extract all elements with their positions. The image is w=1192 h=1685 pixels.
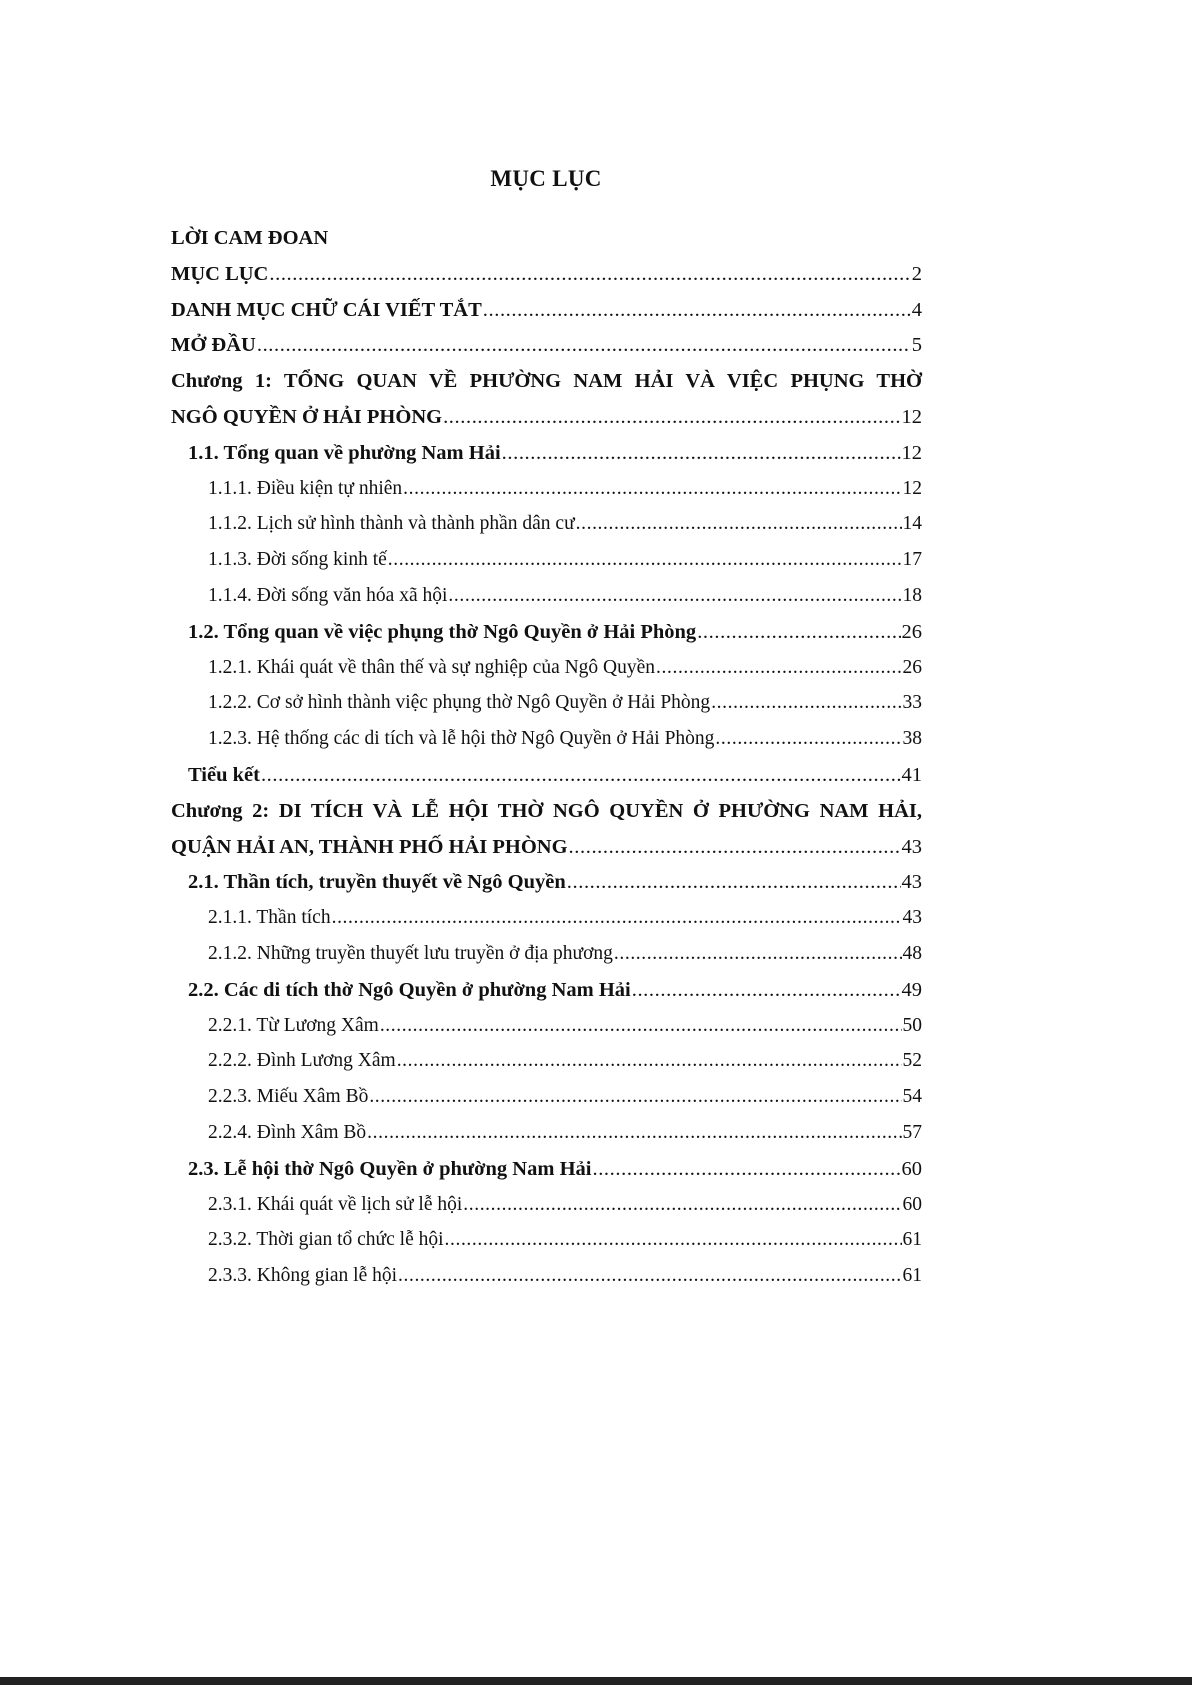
toc-page-number: 38 bbox=[902, 728, 922, 750]
toc-entry-1-2-3[interactable] bbox=[171, 726, 922, 762]
dot-leader bbox=[445, 1227, 902, 1253]
toc-entry-text: 1.1.2. Lịch sử hình thành và thành phần dân cư bbox=[208, 513, 575, 535]
toc-entry-tieu-ket[interactable] bbox=[171, 762, 922, 798]
dot-leader bbox=[448, 583, 901, 609]
dot-leader bbox=[367, 1120, 901, 1146]
toc-page-number: 4 bbox=[911, 298, 922, 321]
dot-leader bbox=[711, 690, 901, 716]
dot-leader bbox=[569, 834, 901, 860]
toc-entry-text: 1.2.2. Cơ sở hình thành việc phụng thờ Ngô Quyền ở Hải Phòng bbox=[208, 692, 711, 714]
toc-entry-text: 2.2.3. Miếu Xâm Bồ bbox=[208, 1086, 369, 1108]
toc-page-number: 26 bbox=[902, 656, 922, 678]
dot-leader bbox=[567, 869, 901, 895]
dot-leader bbox=[369, 1084, 901, 1110]
dot-leader bbox=[332, 905, 902, 931]
dot-leader bbox=[697, 619, 900, 645]
toc-entry-1-2-2[interactable] bbox=[171, 690, 922, 726]
toc-entry-text: DANH MỤC CHỮ CÁI VIẾT TẮT bbox=[171, 298, 482, 321]
toc-page-number: 5 bbox=[911, 334, 922, 357]
dot-leader bbox=[715, 726, 901, 752]
toc-entry-2-1-2[interactable] bbox=[171, 941, 922, 977]
toc-page-number: 41 bbox=[901, 763, 922, 786]
toc-entry-text: 1.1. Tổng quan về phường Nam Hải bbox=[188, 441, 501, 464]
toc-entry-text: 2.3.3. Không gian lễ hội bbox=[208, 1265, 398, 1287]
table-of-contents bbox=[171, 225, 922, 1299]
toc-page-number: 26 bbox=[901, 620, 922, 643]
toc-entry-2-2[interactable] bbox=[171, 977, 922, 1013]
toc-entry-text: Tiểu kết bbox=[188, 763, 260, 786]
toc-entry-text: Chương 2: DI TÍCH VÀ LỄ HỘI THỜ NGÔ QUYỀN Ở PHƯỜNG NAM HẢI, bbox=[171, 799, 922, 822]
toc-page-number: 60 bbox=[902, 1193, 922, 1215]
toc-entry-text: QUẬN HẢI AN, THÀNH PHỐ HẢI PHÒNG bbox=[171, 835, 568, 858]
toc-page-number: 12 bbox=[901, 405, 922, 428]
toc-page-number: 61 bbox=[902, 1229, 922, 1251]
dot-leader bbox=[403, 476, 901, 502]
toc-entry-2-2-3[interactable] bbox=[171, 1084, 922, 1120]
toc-entry-2-3-1[interactable] bbox=[171, 1192, 922, 1228]
toc-entry-text: Chương 1: TỔNG QUAN VỀ PHƯỜNG NAM HẢI VÀ VIỆC PHỤNG THỜ bbox=[171, 370, 922, 393]
toc-entry-2-1[interactable] bbox=[171, 869, 922, 905]
toc-entry-text: 2.2.4. Đình Xâm Bồ bbox=[208, 1121, 367, 1143]
toc-entry-text: NGÔ QUYỀN Ở HẢI PHÒNG bbox=[171, 405, 443, 428]
toc-entry-text: 2.1. Thần tích, truyền thuyết về Ngô Quyền bbox=[188, 871, 566, 894]
dot-leader bbox=[380, 1013, 902, 1039]
toc-entry-1-1-4[interactable] bbox=[171, 583, 922, 619]
dot-leader bbox=[398, 1263, 901, 1289]
toc-entry-text: 1.2.1. Khái quát về thân thế và sự nghiệp của Ngô Quyền bbox=[208, 656, 656, 678]
toc-entry-2-3-3[interactable] bbox=[171, 1263, 922, 1299]
toc-entry-loi-cam-doan[interactable] bbox=[171, 225, 922, 261]
dot-leader bbox=[397, 1048, 902, 1074]
dot-leader bbox=[576, 511, 902, 537]
toc-entry-text: 2.2.2. Đình Lương Xâm bbox=[208, 1050, 396, 1072]
toc-entry-2-1-1[interactable] bbox=[171, 905, 922, 941]
dot-leader bbox=[261, 762, 901, 788]
toc-page-number: 57 bbox=[902, 1121, 922, 1143]
toc-entry-2-3-2[interactable] bbox=[171, 1227, 922, 1263]
toc-entry-text: 2.2. Các di tích thờ Ngô Quyền ở phường Nam Hải bbox=[188, 978, 631, 1001]
toc-entry-1-1-2[interactable] bbox=[171, 511, 922, 547]
toc-page-number: 12 bbox=[902, 477, 922, 499]
toc-page-number: 49 bbox=[901, 978, 922, 1001]
toc-page-number: 33 bbox=[902, 692, 922, 714]
toc-entry-text: 2.2.1. Từ Lương Xâm bbox=[208, 1014, 379, 1036]
toc-page-number: 48 bbox=[902, 942, 922, 964]
toc-entry-text: 1.2. Tổng quan về việc phụng thờ Ngô Quyền ở Hải Phòng bbox=[188, 620, 697, 643]
toc-entry-text: 1.1.3. Đời sống kinh tế bbox=[208, 549, 387, 571]
toc-page-number: 50 bbox=[902, 1014, 922, 1036]
toc-page-number: 2 bbox=[911, 262, 922, 285]
toc-entry-text: 2.3.1. Khái quát về lịch sử lễ hội bbox=[208, 1193, 463, 1215]
toc-entry-chuong-1-line-2[interactable] bbox=[171, 404, 922, 440]
toc-title: MỤC LỤC bbox=[490, 166, 602, 191]
toc-entry-text: 1.1.1. Điều kiện tự nhiên bbox=[208, 477, 403, 499]
toc-page-number: 43 bbox=[902, 907, 922, 929]
toc-entry-muc-luc[interactable] bbox=[171, 261, 922, 297]
toc-entry-text: MỤC LỤC bbox=[171, 262, 269, 285]
toc-entry-text: LỜI CAM ĐOAN bbox=[171, 227, 329, 249]
dot-leader bbox=[592, 1156, 900, 1182]
toc-entry-1-2[interactable] bbox=[171, 619, 922, 655]
dot-leader bbox=[502, 440, 901, 466]
toc-entry-1-1[interactable] bbox=[171, 440, 922, 476]
toc-page-number: 12 bbox=[901, 441, 922, 464]
toc-entry-1-1-3[interactable] bbox=[171, 547, 922, 583]
dot-leader bbox=[257, 332, 911, 358]
toc-entry-text: 1.1.4. Đời sống văn hóa xã hội bbox=[208, 584, 448, 606]
bottom-edge-bar bbox=[0, 1677, 1192, 1685]
dot-leader bbox=[463, 1192, 901, 1218]
toc-entry-text: 2.1.2. Những truyền thuyết lưu truyền ở địa phương bbox=[208, 942, 613, 964]
toc-entry-2-2-1[interactable] bbox=[171, 1013, 922, 1049]
dot-leader bbox=[614, 941, 902, 967]
toc-entry-text: 2.3. Lễ hội thờ Ngô Quyền ở phường Nam Hải bbox=[188, 1157, 592, 1180]
toc-entry-chuong-2-line-1[interactable] bbox=[171, 798, 922, 834]
toc-page-number: 43 bbox=[901, 871, 922, 894]
toc-entry-text: 2.3.2. Thời gian tổ chức lễ hội bbox=[208, 1229, 444, 1251]
dot-leader bbox=[632, 977, 901, 1003]
dot-leader bbox=[388, 547, 902, 573]
toc-entry-2-2-4[interactable] bbox=[171, 1120, 922, 1156]
dot-leader bbox=[269, 261, 910, 287]
toc-page-number: 14 bbox=[902, 513, 922, 535]
toc-page-number: 61 bbox=[902, 1265, 922, 1287]
toc-page-number: 17 bbox=[902, 549, 922, 571]
toc-entry-2-3[interactable] bbox=[171, 1156, 922, 1192]
toc-entry-2-2-2[interactable] bbox=[171, 1048, 922, 1084]
toc-entry-chuong-2-line-2[interactable] bbox=[171, 834, 922, 870]
toc-entry-text: 1.2.3. Hệ thống các di tích và lễ hội thờ Ngô Quyền ở Hải Phòng bbox=[208, 728, 715, 750]
dot-leader bbox=[443, 404, 900, 430]
toc-entry-mo-dau[interactable] bbox=[171, 332, 922, 368]
dot-leader bbox=[483, 297, 911, 323]
toc-page-number: 52 bbox=[902, 1050, 922, 1072]
toc-page-number: 18 bbox=[902, 584, 922, 606]
toc-page-number: 54 bbox=[902, 1086, 922, 1108]
toc-entry-text: MỞ ĐẦU bbox=[171, 334, 256, 357]
toc-entry-chuong-1-line-1[interactable] bbox=[171, 368, 922, 404]
toc-page-number: 43 bbox=[901, 835, 922, 858]
dot-leader bbox=[656, 655, 901, 681]
toc-entry-1-2-1[interactable] bbox=[171, 655, 922, 691]
toc-page-number: 60 bbox=[901, 1157, 922, 1180]
toc-entry-text: 2.1.1. Thần tích bbox=[208, 907, 331, 929]
toc-entry-danh-muc-chu-cai-viet-tat[interactable] bbox=[171, 297, 922, 333]
toc-entry-1-1-1[interactable] bbox=[171, 476, 922, 512]
